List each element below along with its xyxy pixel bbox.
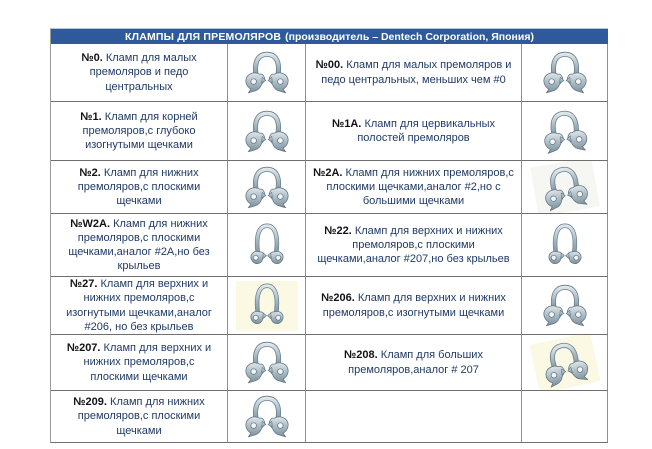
clamp-photo-cell-left [228,161,306,214]
clamp-number: №00. [315,59,344,72]
table-title: КЛАМПЫ ДЛЯ ПРЕМОЛЯРОВ [125,30,282,43]
clamp-photo [529,335,600,391]
clamp-description-cell-left [51,214,228,277]
clamp-photo-cell-left [228,44,306,102]
clamp-photo-cell-right [522,214,608,277]
clamp-description-right [313,117,514,145]
clamp-photo-cell-left [228,214,306,277]
clamp-number: №208. [344,349,378,362]
dental-clamp-icon [536,105,594,157]
clamp-photo-cell-right [522,277,608,335]
dental-clamp-icon [240,49,294,96]
clamp-description-text: Кламп для больших премоляров,аналог # 207 [348,349,483,376]
dental-clamp-icon [240,282,294,329]
clamp-photo [530,161,600,214]
clamp-photo [236,392,298,442]
clamp-number: №207. [66,342,101,355]
clamp-description-cell-right [306,335,522,391]
clamp-description-text: Кламп для верхних и нижних премоляров,с плоскими щечками [83,342,212,383]
clamp-description-right [313,58,514,86]
table-row [51,161,608,214]
clamp-description-text: Кламп для цервикальных полостей премоляров [357,117,496,144]
clamp-description-text: Кламп для нижних премоляров,с плоскими щечками,аналог #2,но с большими щечками [326,166,514,208]
clamp-description-right [313,291,514,319]
clamp-description-cell-right [306,277,522,335]
clamp-photo [236,281,298,331]
clamp-photo [531,103,597,158]
clamp-number: №206. [321,292,355,305]
clamp-photo [236,48,298,98]
clamp-description-left [58,166,220,208]
clamp-description-text: Кламп для нижних премоляров,с плоскими щечками,аналог #2А,но без крыльев [68,217,210,273]
table-header [51,29,608,44]
clamp-number: №27. [69,278,98,291]
clamp-number: №209. [73,396,107,409]
table-row [51,335,608,391]
clamp-number: №0. [81,52,103,65]
clamp-description-cell-right [306,214,522,277]
clamp-photo-cell-left [228,391,306,443]
clamp-description-text: Кламп для малых премоляров и педо центральных, меньших чем #0 [321,59,512,86]
table-row [51,391,608,443]
clamp-description-cell-left [51,102,228,161]
table-subtitle: (производитель – Dentech Corporation, Япония) [285,30,534,43]
clamp-photo [534,48,596,98]
clamp-photo-cell-left [228,335,306,391]
clamp-description-cell-right [306,102,522,161]
clamp-description-cell-right [306,161,522,214]
clamp-photo-cell-right [522,335,608,391]
clamp-description-right [313,224,514,266]
dental-clamp-icon [533,335,596,391]
clamp-number: №W2A. [70,217,111,230]
clamp-description-left [58,395,220,437]
dental-clamp-icon [240,393,294,440]
clamp-description-cell-right [306,44,522,102]
clamp-photo-cell-right [522,391,608,443]
table-row [51,102,608,161]
clamp-description-cell-left [51,391,228,443]
clamp-number: №22. [324,224,352,237]
dental-clamp-icon [240,339,294,386]
dental-clamp-icon [240,222,294,269]
clamp-description-text: Кламп для корней премоляров,с глубоко изогнутыми щечками [82,110,198,152]
clamp-photo [236,338,298,388]
clamp-description-text: Кламп для малых премоляров и педо центральных [89,52,197,93]
clamp-photo-cell-right [522,161,608,214]
clamp-description-text: Кламп для нижних премоляров,с плоскими щечками [77,166,201,208]
table-row [51,277,608,335]
clamp-number: №1А. [331,117,362,130]
clamp-description-left [58,51,220,93]
dental-clamp-icon [538,49,592,96]
clamp-number: №2А. [313,166,343,179]
dental-clamp-icon [538,222,592,269]
clamp-description-cell-left [51,335,228,391]
clamp-description-text: Кламп для верхних и нижних премоляров,с плоскими щечками,аналог #207,но без крыльев [317,224,510,266]
clamp-description-cell-left [51,44,228,102]
clamp-description-cell-right [306,391,522,443]
clamp-description-left [58,341,220,383]
clamp-photo-cell-right [522,102,608,161]
clamp-photo-cell-left [228,277,306,335]
premolar-clamps-table [50,28,608,443]
clamp-description-left [58,217,220,273]
clamp-number: №1. [80,110,102,123]
table-row [51,44,608,102]
clamp-description-text: Кламп для верхних и нижних премоляров,с изогнутыми щечками [322,292,506,319]
clamp-description-left [58,110,220,152]
clamp-photo [534,220,596,270]
dental-clamp-icon [538,282,592,329]
clamp-photo-cell-right [522,44,608,102]
dental-clamp-icon [240,164,294,211]
clamp-description-right [313,166,514,208]
clamp-photo [236,106,298,156]
clamp-description-right [313,348,514,376]
dental-clamp-icon [240,108,294,155]
clamp-description-text: Кламп для нижних премоляров,с плоскими щечками [77,396,205,437]
clamp-description-text: Кламп для верхних и нижних премоляров,с изогнутыми щечками,аналог #206, но без крыльев [66,278,212,333]
clamp-photo [534,281,596,331]
clamp-description-cell-left [51,277,228,335]
clamp-description-cell-left [51,161,228,214]
clamp-photo [236,162,298,212]
table-body [51,44,608,443]
clamp-description-left [58,277,220,333]
clamp-photo-cell-left [228,102,306,161]
clamp-number: №2. [79,166,101,179]
clamp-photo [236,220,298,270]
table-row [51,214,608,277]
dental-clamp-icon [534,161,595,214]
